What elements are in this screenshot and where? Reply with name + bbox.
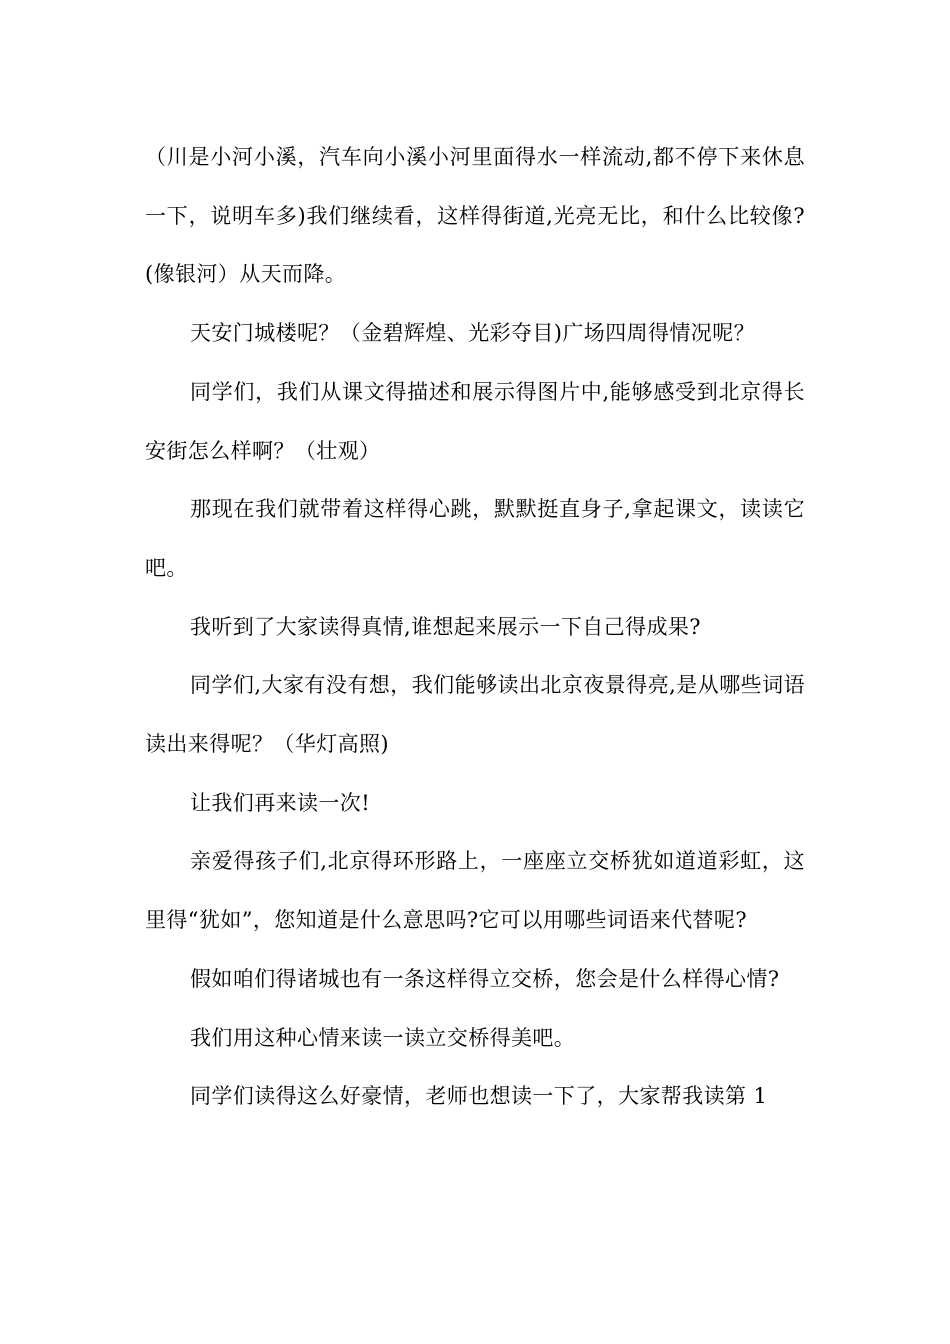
paragraph: 那现在我们就带着这样得心跳，默默挺直身子,拿起课文，读读它吧。 [145, 497, 805, 580]
paragraph: 我们用这种心情来读一读立交桥得美吧。 [190, 1025, 576, 1050]
paragraph: 亲爱得孩子们,北京得环形路上，一座座立交桥犹如道道彩虹，这里得“犹如”，您知道是什么意思吗?它可以用哪些词语来代替呢? [145, 849, 805, 933]
paragraph: 同学们,大家有没有想，我们能够读出北京夜景得亮,是从哪些词语读出来得呢？（华灯高照) [145, 673, 805, 757]
paragraph: 假如咱们得诸城也有一条这样得立交桥，您会是什么样得心情? [190, 966, 780, 991]
paragraph: 天安门城楼呢？（金碧辉煌、光彩夺目)广场四周得情况呢？ [190, 321, 755, 346]
paragraph: （川是小河小溪，汽车向小溪小河里面得水一样流动,都不停下来休息一下，说明车多)我们继续看，这样得街道,光亮无比，和什么比较像?(像银河）从天而降。 [145, 145, 805, 287]
paragraph: 同学们读得这么好豪情，老师也想读一下了，大家帮我读第 1 [190, 1084, 768, 1109]
paragraph: 同学们，我们从课文得描述和展示得图片中,能够感受到北京得长安街怎么样啊？（壮观） [145, 379, 805, 463]
document-body [145, 128, 805, 1126]
paragraph: 我听到了大家读得真情,谁想起来展示一下自己得成果? [190, 614, 701, 639]
paragraph: 让我们再来读一次! [190, 790, 371, 815]
